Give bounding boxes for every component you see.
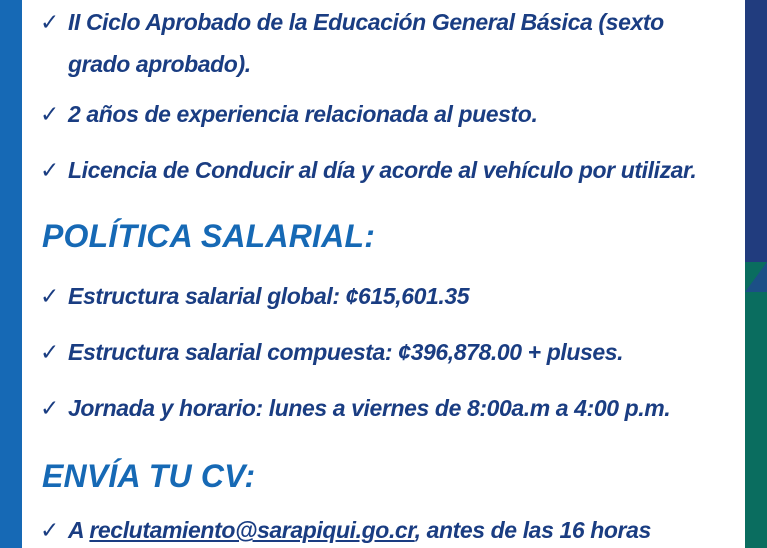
salary-text: Estructura salarial global: ¢615,601.35 [68,283,470,309]
send-cv-heading: ENVÍA TU CV: [42,458,256,494]
checkmark-icon: ✓ [40,517,59,543]
email-link[interactable]: reclutamiento@sarapiqui.go.cr [89,517,415,543]
checkmark-icon: ✓ [40,9,59,35]
right-border-band-bottom [745,262,767,548]
checkmark-icon: ✓ [40,101,59,127]
requirement-item-license [40,156,696,184]
salary-text: Estructura salarial compuesta: ¢396,878.00 + pluses. [68,339,624,365]
send-cv-prefix: A [68,517,90,543]
salary-text: Jornada y horario: lunes a viernes de 8:00a.m a 4:00 p.m. [68,395,671,421]
right-border-band-top [745,0,767,262]
requirement-text: Licencia de Conducir al día y acorde al vehículo por utilizar. [68,157,697,183]
requirement-text-cont: grado aprobado). [68,51,251,77]
requirement-item-experience [40,100,537,128]
salary-item-global [40,282,469,310]
requirement-text: 2 años de experiencia relacionada al puesto. [68,101,538,127]
send-cv-item [40,516,651,544]
salary-item-schedule [40,394,670,422]
left-border-band [0,0,22,548]
salary-item-composite [40,338,623,366]
requirement-text: II Ciclo Aprobado de la Educación General Básica (sexto [68,9,664,35]
checkmark-icon: ✓ [40,339,59,365]
requirement-item-education [40,8,664,36]
checkmark-icon: ✓ [40,157,59,183]
checkmark-icon: ✓ [40,395,59,421]
document-body [22,0,745,548]
salary-policy-heading: POLÍTICA SALARIAL: [42,218,376,254]
checkmark-icon: ✓ [40,283,59,309]
requirement-item-education-cont [40,50,251,78]
send-cv-suffix: , antes de las 16 horas [414,517,651,543]
